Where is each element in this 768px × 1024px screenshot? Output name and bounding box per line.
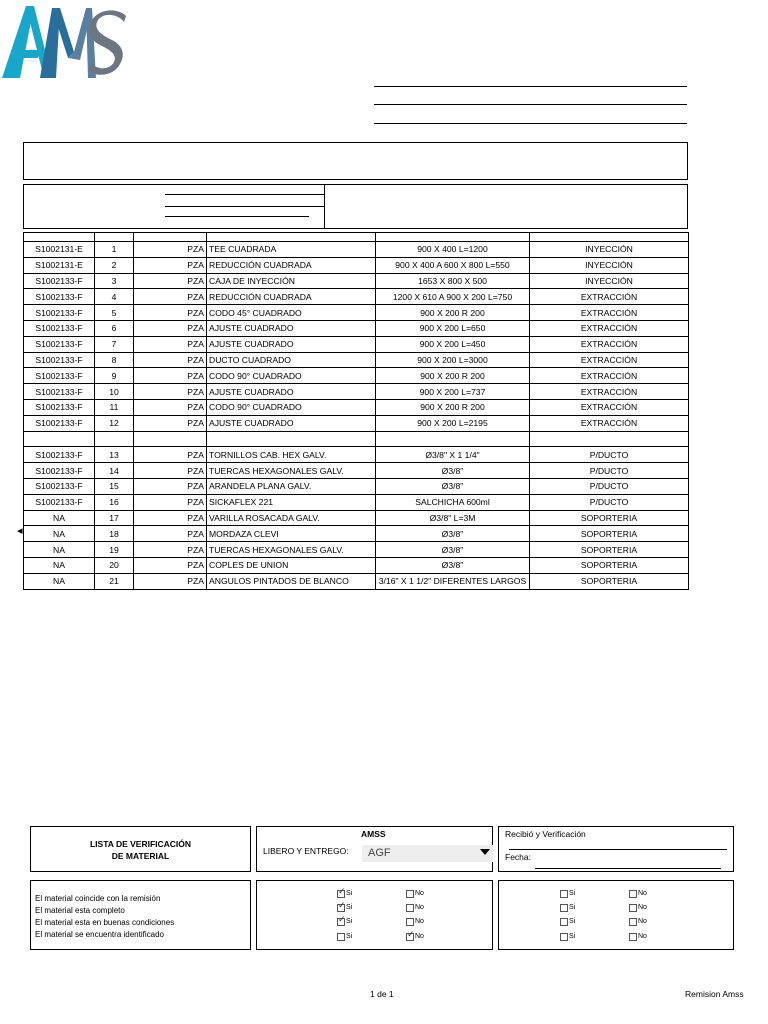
item-unit: PZA [134, 257, 207, 273]
item-description: AJUSTE CUADRADO [207, 415, 376, 431]
checkbox-icon[interactable] [629, 890, 637, 898]
table-row [24, 289, 689, 305]
item-code: S1002133-F [24, 320, 95, 336]
checkbox-icon[interactable] [629, 904, 637, 912]
checkbox-label: Si [346, 904, 353, 911]
header-cell [376, 233, 530, 242]
item-use: EXTRACCIÓN [530, 289, 689, 305]
table-row [24, 305, 689, 321]
receiver-yes-checkbox[interactable] [560, 917, 575, 926]
table-row [24, 526, 689, 542]
statements-list [35, 893, 174, 941]
table-row [24, 463, 689, 479]
item-number: 15 [95, 478, 134, 494]
item-size: 3/16" X 1 1/2" DIFERENTES LARGOS [376, 573, 530, 589]
item-use: P/DUCTO [530, 447, 689, 463]
item-number: 9 [95, 368, 134, 384]
item-unit: PZA [134, 352, 207, 368]
page-number: 1 de 1 [370, 989, 394, 999]
item-size: Ø3/8" [376, 478, 530, 494]
item-description: VARILLA ROSACADA GALV. [207, 510, 376, 526]
statement-text: El material esta en buenas condiciones [35, 918, 175, 927]
item-number: 3 [95, 273, 134, 289]
table-row [24, 399, 689, 415]
statement-text: El material esta completo [35, 906, 125, 915]
checkbox-label: Si [569, 933, 576, 940]
item-unit: PZA [134, 478, 207, 494]
item-description: AJUSTE CUADRADO [207, 336, 376, 352]
item-description: TORNILLOS CAB. HEX GALV. [207, 447, 376, 463]
sender-no-checkbox[interactable] [406, 903, 424, 912]
received-box [498, 826, 734, 872]
items-table-body [24, 233, 689, 590]
verification-title-line2: DE MATERIAL [111, 851, 170, 861]
item-number: 1 [95, 242, 134, 258]
item-unit: PZA [134, 447, 207, 463]
item-unit: PZA [134, 494, 207, 510]
item-number: 7 [95, 336, 134, 352]
item-description: REDUCCIÓN CUADRADA [207, 289, 376, 305]
item-number: 11 [95, 399, 134, 415]
item-unit: PZA [134, 573, 207, 589]
item-description: CODO 90° CUADRADO [207, 368, 376, 384]
item-description: CODO 90° CUADRADO [207, 399, 376, 415]
item-number: 19 [95, 542, 134, 558]
header-line-1 [374, 86, 687, 87]
item-description: ANGULOS PINTADOS DE BLANCO [207, 573, 376, 589]
checkbox-icon[interactable] [337, 904, 345, 912]
item-size: 900 X 200 L=2195 [376, 415, 530, 431]
item-size: 1653 X 800 X 500 [376, 273, 530, 289]
item-number: 5 [95, 305, 134, 321]
item-code: S1002133-F [24, 368, 95, 384]
item-unit [134, 431, 207, 447]
checkbox-icon[interactable] [337, 918, 345, 926]
item-code: S1002133-F [24, 494, 95, 510]
item-description: TUERCAS HEXAGONALES GALV. [207, 542, 376, 558]
item-number: 12 [95, 415, 134, 431]
checkbox-icon[interactable] [406, 933, 414, 941]
item-use: EXTRACCIÓN [530, 384, 689, 400]
item-number: 14 [95, 463, 134, 479]
item-unit: PZA [134, 273, 207, 289]
sender-yes-checkbox[interactable] [337, 903, 352, 912]
item-code: S1002133-F [24, 478, 95, 494]
received-signature-line [509, 849, 727, 850]
sender-yes-checkbox[interactable] [337, 917, 352, 926]
item-use: EXTRACCIÓN [530, 399, 689, 415]
item-size: Ø3/8" [376, 526, 530, 542]
item-use: INYECCIÓN [530, 257, 689, 273]
item-number: 8 [95, 352, 134, 368]
item-number: 6 [95, 320, 134, 336]
item-number: 17 [95, 510, 134, 526]
item-use [530, 431, 689, 447]
item-size: Ø3/8" [376, 542, 530, 558]
table-row [24, 336, 689, 352]
table-row [24, 510, 689, 526]
header-line-2 [374, 104, 687, 105]
released-by-select[interactable] [362, 845, 493, 862]
item-size: Ø3/8" L=3M [376, 510, 530, 526]
checkbox-label: No [415, 918, 424, 925]
title-box [23, 142, 688, 180]
item-use: P/DUCTO [530, 478, 689, 494]
table-row [24, 447, 689, 463]
item-unit: PZA [134, 415, 207, 431]
header-cell [207, 233, 376, 242]
checkbox-label: No [638, 918, 647, 925]
item-use: INYECCIÓN [530, 273, 689, 289]
left-arrow-marker: ◂ [17, 525, 23, 537]
released-by-value: AGF [368, 847, 391, 859]
item-code: S1002131-E [24, 242, 95, 258]
table-row [24, 320, 689, 336]
checkbox-label: No [415, 890, 424, 897]
item-use: SOPORTERIA [530, 557, 689, 573]
item-size: Ø3/8" X 1 1/4" [376, 447, 530, 463]
item-code: S1002133-F [24, 399, 95, 415]
item-use: SOPORTERIA [530, 542, 689, 558]
item-description: AJUSTE CUADRADO [207, 384, 376, 400]
item-code: S1002133-F [24, 336, 95, 352]
statement-text: El material coincide con la remisión [35, 894, 161, 903]
item-code: NA [24, 557, 95, 573]
item-unit: PZA [134, 336, 207, 352]
item-number [95, 431, 134, 447]
info-line-2 [165, 206, 324, 207]
item-description: CODO 45° CUADRADO [207, 305, 376, 321]
table-row [24, 494, 689, 510]
table-row [24, 257, 689, 273]
item-code: S1002133-F [24, 384, 95, 400]
item-code: S1002133-F [24, 447, 95, 463]
table-row [24, 557, 689, 573]
item-unit: PZA [134, 305, 207, 321]
item-use: EXTRACCIÓN [530, 368, 689, 384]
statements-box [30, 880, 251, 950]
items-table [23, 232, 689, 590]
item-description: AJUSTE CUADRADO [207, 320, 376, 336]
company-logo [0, 0, 126, 82]
item-size: 900 X 200 R 200 [376, 305, 530, 321]
checkbox-label: Si [346, 918, 353, 925]
item-use: EXTRACCIÓN [530, 352, 689, 368]
sender-no-checkbox[interactable] [406, 932, 424, 941]
receiver-no-checkbox[interactable] [629, 903, 647, 912]
item-size: 900 X 200 L=737 [376, 384, 530, 400]
item-size: 900 X 200 L=450 [376, 336, 530, 352]
header-cell [530, 233, 689, 242]
item-code: S1002133-F [24, 352, 95, 368]
item-unit: PZA [134, 557, 207, 573]
checkbox-icon[interactable] [406, 890, 414, 898]
item-code: S1002133-F [24, 463, 95, 479]
info-box [23, 184, 688, 229]
table-row [24, 431, 689, 447]
checkbox-icon[interactable] [629, 933, 637, 941]
document-name: Remision Amss [685, 989, 744, 999]
item-size: 900 X 200 R 200 [376, 399, 530, 415]
info-box-divider [324, 184, 325, 229]
item-code [24, 431, 95, 447]
table-row [24, 384, 689, 400]
checkbox-label: No [638, 933, 647, 940]
receiver-no-checkbox[interactable] [629, 917, 647, 926]
table-row [24, 478, 689, 494]
item-number: 4 [95, 289, 134, 305]
header-cell [134, 233, 207, 242]
checkbox-label: No [638, 890, 647, 897]
item-unit: PZA [134, 242, 207, 258]
checkbox-icon[interactable] [406, 918, 414, 926]
item-use: EXTRACCIÓN [530, 336, 689, 352]
header-cell [95, 233, 134, 242]
table-row [24, 242, 689, 258]
checkbox-icon[interactable] [406, 904, 414, 912]
sender-no-checkbox[interactable] [406, 889, 424, 898]
table-row [24, 573, 689, 589]
item-number: 18 [95, 526, 134, 542]
checkbox-icon[interactable] [560, 904, 568, 912]
item-description: MORDAZA CLEVI [207, 526, 376, 542]
item-use: P/DUCTO [530, 463, 689, 479]
item-size: Ø3/8" [376, 463, 530, 479]
sender-checks-box [256, 880, 493, 950]
checkbox-label: Si [569, 918, 576, 925]
item-unit: PZA [134, 320, 207, 336]
table-header-row [24, 233, 689, 242]
item-use: P/DUCTO [530, 494, 689, 510]
item-unit: PZA [134, 384, 207, 400]
item-code: S1002133-F [24, 289, 95, 305]
item-description: REDUCCIÓN CUADRADA [207, 257, 376, 273]
item-description: SICKAFLEX 221 [207, 494, 376, 510]
item-code: S1002133-F [24, 415, 95, 431]
receiver-yes-checkbox[interactable] [560, 932, 575, 941]
item-unit: PZA [134, 542, 207, 558]
receiver-no-checkbox[interactable] [629, 889, 647, 898]
sender-no-checkbox[interactable] [406, 917, 424, 926]
item-use: SOPORTERIA [530, 526, 689, 542]
item-code: NA [24, 510, 95, 526]
item-size: 900 X 200 L=650 [376, 320, 530, 336]
receiver-yes-checkbox[interactable] [560, 903, 575, 912]
item-use: EXTRACCIÓN [530, 415, 689, 431]
verification-title-box [30, 826, 251, 872]
item-description: COPLES DE UNION [207, 557, 376, 573]
checkbox-label: Si [346, 890, 353, 897]
item-use: SOPORTERIA [530, 510, 689, 526]
item-size: 900 X 200 L=3000 [376, 352, 530, 368]
item-use: SOPORTERIA [530, 573, 689, 589]
item-unit: PZA [134, 463, 207, 479]
item-unit: PZA [134, 399, 207, 415]
date-label: Fecha: [505, 852, 531, 862]
item-size: SALCHICHA 600ml [376, 494, 530, 510]
checkbox-icon[interactable] [337, 890, 345, 898]
item-unit: PZA [134, 510, 207, 526]
item-number: 21 [95, 573, 134, 589]
item-description: DUCTO CUADRADO [207, 352, 376, 368]
table-row [24, 368, 689, 384]
item-use: EXTRACCIÓN [530, 320, 689, 336]
item-unit: PZA [134, 368, 207, 384]
checkbox-icon[interactable] [337, 933, 345, 941]
table-row [24, 352, 689, 368]
checkbox-label: No [415, 933, 424, 940]
checkbox-icon[interactable] [560, 933, 568, 941]
received-label: Recibió y Verificación [505, 829, 586, 839]
item-number: 2 [95, 257, 134, 273]
item-size: 1200 X 610 A 900 X 200 L=750 [376, 289, 530, 305]
checkbox-icon[interactable] [629, 918, 637, 926]
checkbox-label: No [415, 904, 424, 911]
item-size: 900 X 400 L=1200 [376, 242, 530, 258]
statement-text: El material se encuentra identificado [35, 930, 164, 939]
item-code: NA [24, 542, 95, 558]
item-use: EXTRACCIÓN [530, 305, 689, 321]
sender-yes-checkbox[interactable] [337, 932, 352, 941]
receiver-checks-box [498, 880, 734, 950]
item-number: 16 [95, 494, 134, 510]
item-unit: PZA [134, 526, 207, 542]
company-name: AMSS [361, 829, 386, 839]
item-description [207, 431, 376, 447]
item-size: Ø3/8" [376, 557, 530, 573]
info-line-1 [165, 194, 324, 195]
item-unit: PZA [134, 289, 207, 305]
checkbox-icon[interactable] [560, 918, 568, 926]
date-line [535, 868, 721, 869]
dropdown-arrow-icon[interactable] [480, 849, 490, 855]
checkbox-label: Si [346, 933, 353, 940]
released-label: LIBERO Y ENTREGO: [263, 846, 349, 856]
table-row [24, 415, 689, 431]
item-description: CAJA DE INYECCIÓN [207, 273, 376, 289]
item-number: 13 [95, 447, 134, 463]
checkbox-label: Si [569, 890, 576, 897]
item-size: 900 X 200 R 200 [376, 368, 530, 384]
item-code: S1002133-F [24, 273, 95, 289]
item-description: TUERCAS HEXAGONALES GALV. [207, 463, 376, 479]
checkbox-label: Si [569, 904, 576, 911]
header-line-3 [374, 123, 687, 124]
sender-yes-checkbox[interactable] [337, 889, 352, 898]
receiver-no-checkbox[interactable] [629, 932, 647, 941]
verification-title-line1: LISTA DE VERIFICACIÓN [89, 839, 192, 849]
item-description: TEE CUADRADA [207, 242, 376, 258]
item-size: 900 X 400 A 600 X 800 L=550 [376, 257, 530, 273]
item-code: NA [24, 526, 95, 542]
item-code: S1002131-E [24, 257, 95, 273]
item-use: INYECCIÓN [530, 242, 689, 258]
item-description: ARANDELA PLANA GALV. [207, 478, 376, 494]
checkbox-label: No [638, 904, 647, 911]
table-row [24, 542, 689, 558]
item-number: 10 [95, 384, 134, 400]
item-number: 20 [95, 557, 134, 573]
item-code: NA [24, 573, 95, 589]
item-code: S1002133-F [24, 305, 95, 321]
header-cell [24, 233, 95, 242]
item-size [376, 431, 530, 447]
receiver-yes-checkbox[interactable] [560, 889, 575, 898]
info-line-3 [165, 216, 309, 217]
checkbox-icon[interactable] [560, 890, 568, 898]
table-row [24, 273, 689, 289]
